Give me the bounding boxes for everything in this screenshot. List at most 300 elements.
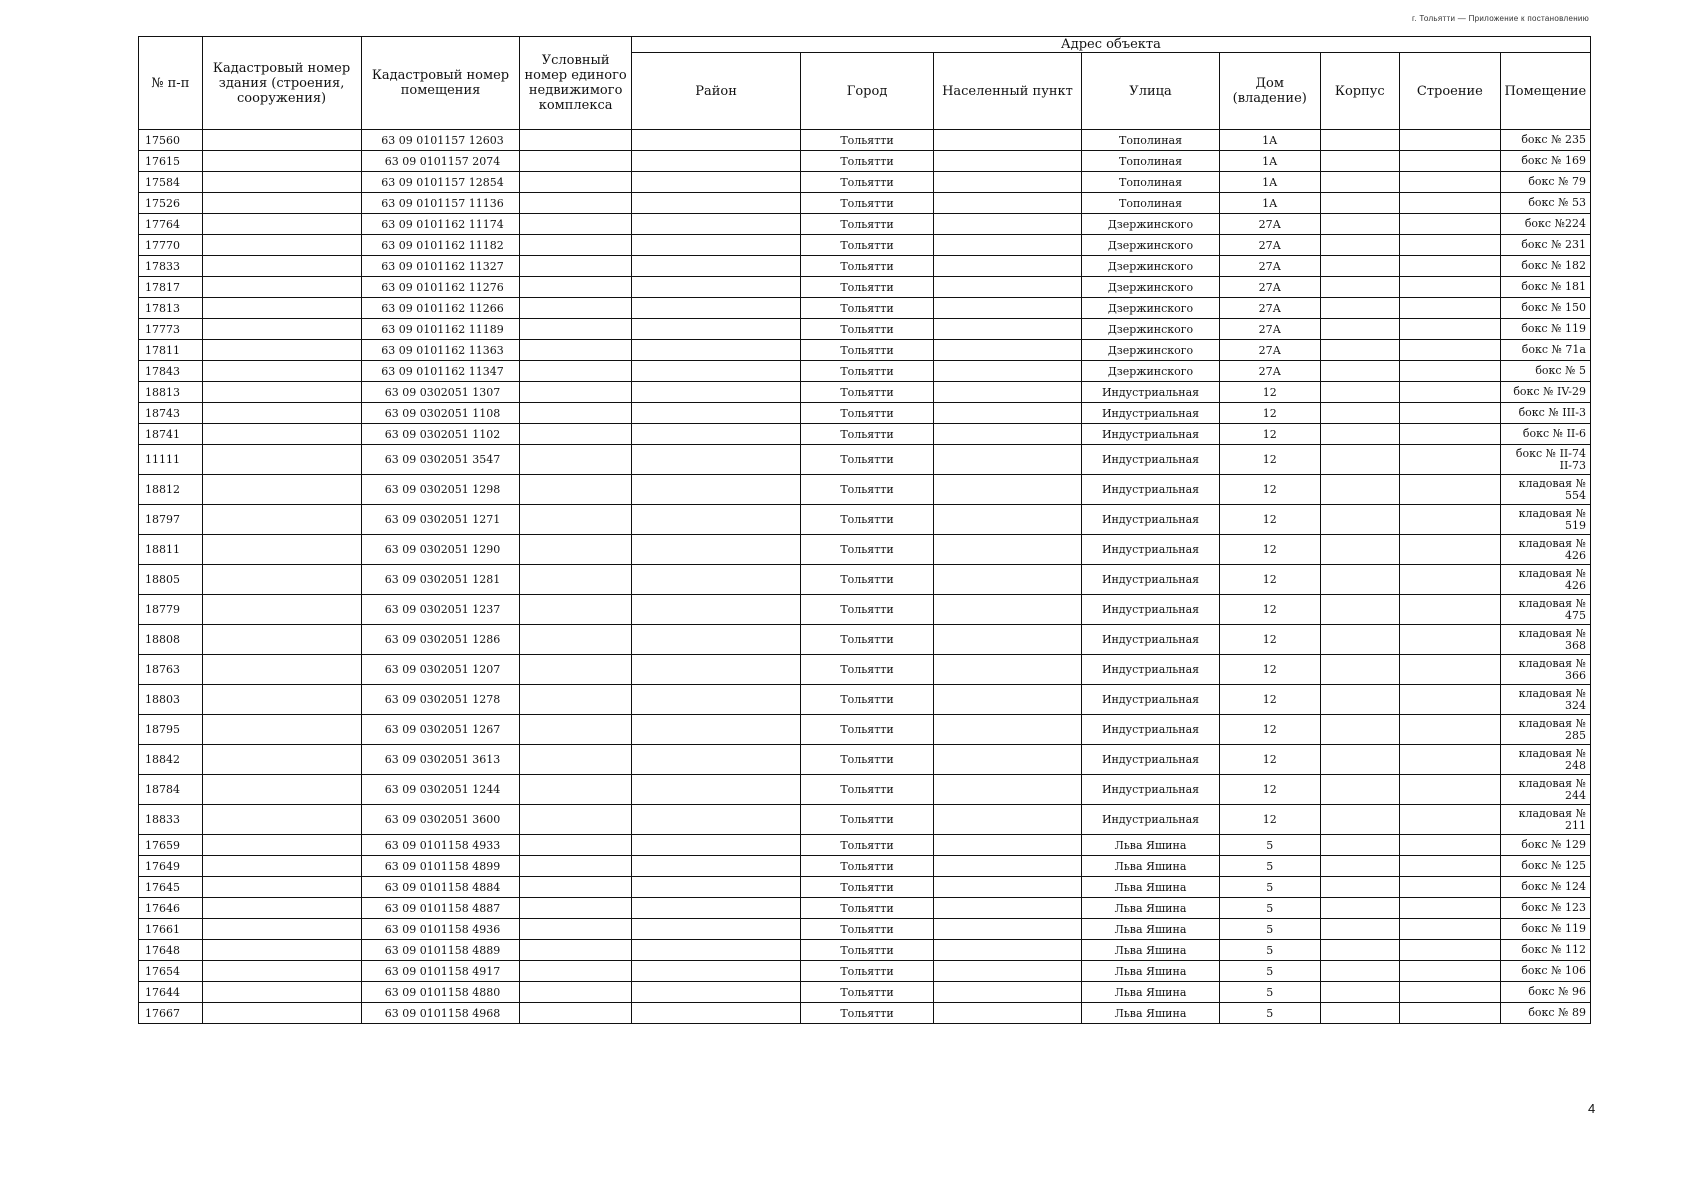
cell-korpus — [1320, 898, 1399, 919]
cell-complex — [520, 535, 631, 565]
cell-no: 17833 — [139, 256, 203, 277]
cell-building-cad — [202, 256, 361, 277]
cell-room-cad: 63 09 0302051 1278 — [361, 685, 520, 715]
cell-house: 5 — [1219, 982, 1320, 1003]
cell-korpus — [1320, 745, 1399, 775]
cell-settlement — [933, 505, 1081, 535]
cell-city: Тольятти — [801, 151, 933, 172]
cell-street: Индустриальная — [1082, 382, 1220, 403]
cell-korpus — [1320, 193, 1399, 214]
cell-room-cad: 63 09 0302051 1307 — [361, 382, 520, 403]
cell-no: 17773 — [139, 319, 203, 340]
cell-no: 17646 — [139, 898, 203, 919]
cell-room-cad: 63 09 0302051 1108 — [361, 403, 520, 424]
cell-house: 5 — [1219, 856, 1320, 877]
cell-city: Тольятти — [801, 214, 933, 235]
cell-room-cad: 63 09 0302051 1244 — [361, 775, 520, 805]
cell-district — [631, 961, 801, 982]
cell-building-cad — [202, 319, 361, 340]
cell-house: 5 — [1219, 835, 1320, 856]
cell-city: Тольятти — [801, 361, 933, 382]
table-row — [139, 775, 1591, 805]
cell-room: бокс № 150 — [1500, 298, 1590, 319]
cell-room-cad: 63 09 0101158 4880 — [361, 982, 520, 1003]
cell-settlement — [933, 595, 1081, 625]
cell-no: 18763 — [139, 655, 203, 685]
cell-room-cad: 63 09 0302051 1298 — [361, 475, 520, 505]
cell-house: 12 — [1219, 595, 1320, 625]
cell-room-cad: 63 09 0302051 1286 — [361, 625, 520, 655]
cell-room-cad: 63 09 0101162 11189 — [361, 319, 520, 340]
cell-street: Дзержинского — [1082, 340, 1220, 361]
cell-building-cad — [202, 403, 361, 424]
cell-street: Льва Яшина — [1082, 982, 1220, 1003]
cell-no: 18813 — [139, 382, 203, 403]
cell-city: Тольятти — [801, 403, 933, 424]
cell-house: 27А — [1219, 214, 1320, 235]
cell-complex — [520, 898, 631, 919]
cell-building — [1400, 982, 1501, 1003]
cell-room: бокс № 106 — [1500, 961, 1590, 982]
cell-korpus — [1320, 877, 1399, 898]
cell-district — [631, 919, 801, 940]
cell-building-cad — [202, 340, 361, 361]
cell-settlement — [933, 535, 1081, 565]
cell-house: 12 — [1219, 424, 1320, 445]
cell-room: бокс № 182 — [1500, 256, 1590, 277]
cell-house: 12 — [1219, 715, 1320, 745]
cell-district — [631, 193, 801, 214]
cell-city: Тольятти — [801, 1003, 933, 1024]
cell-room: бокс № 119 — [1500, 919, 1590, 940]
cell-room: бокс № 5 — [1500, 361, 1590, 382]
cell-settlement — [933, 382, 1081, 403]
cell-complex — [520, 655, 631, 685]
cell-building-cad — [202, 775, 361, 805]
cell-room-cad: 63 09 0101158 4899 — [361, 856, 520, 877]
cell-house: 12 — [1219, 505, 1320, 535]
cell-building — [1400, 382, 1501, 403]
cell-building-cad — [202, 151, 361, 172]
cell-korpus — [1320, 424, 1399, 445]
cell-settlement — [933, 403, 1081, 424]
cell-building-cad — [202, 130, 361, 151]
cell-district — [631, 655, 801, 685]
cell-korpus — [1320, 319, 1399, 340]
table-row — [139, 256, 1591, 277]
col-header-building-cad: Кадастровый номер здания (строения, сооружения) — [202, 37, 361, 130]
table-row — [139, 877, 1591, 898]
cell-city: Тольятти — [801, 775, 933, 805]
cell-building-cad — [202, 856, 361, 877]
cell-no: 18811 — [139, 535, 203, 565]
cell-house: 27А — [1219, 340, 1320, 361]
cell-building — [1400, 298, 1501, 319]
cell-building-cad — [202, 625, 361, 655]
cell-korpus — [1320, 214, 1399, 235]
cell-city: Тольятти — [801, 877, 933, 898]
cell-room-cad: 63 09 0101157 2074 — [361, 151, 520, 172]
table-row — [139, 172, 1591, 193]
cell-building-cad — [202, 193, 361, 214]
cell-room: кладовая № 519 — [1500, 505, 1590, 535]
cell-street: Индустриальная — [1082, 745, 1220, 775]
cell-no: 17615 — [139, 151, 203, 172]
cell-room: бокс № 53 — [1500, 193, 1590, 214]
cell-korpus — [1320, 982, 1399, 1003]
cell-no: 18741 — [139, 424, 203, 445]
cell-room-cad: 63 09 0302051 1290 — [361, 535, 520, 565]
cell-room: кладовая № 366 — [1500, 655, 1590, 685]
cell-room: бокс № 119 — [1500, 319, 1590, 340]
cell-korpus — [1320, 130, 1399, 151]
cell-building — [1400, 898, 1501, 919]
cell-room: бокс № 235 — [1500, 130, 1590, 151]
table-row — [139, 940, 1591, 961]
cell-complex — [520, 130, 631, 151]
table-row — [139, 625, 1591, 655]
cell-complex — [520, 775, 631, 805]
cell-room: бокс № 112 — [1500, 940, 1590, 961]
cell-district — [631, 382, 801, 403]
cell-room-cad: 63 09 0101162 11266 — [361, 298, 520, 319]
cell-settlement — [933, 655, 1081, 685]
table-row — [139, 277, 1591, 298]
cell-building-cad — [202, 1003, 361, 1024]
cell-street: Тополиная — [1082, 193, 1220, 214]
cell-building-cad — [202, 277, 361, 298]
cell-settlement — [933, 775, 1081, 805]
cell-house: 5 — [1219, 919, 1320, 940]
col-header-settlement: Населенный пункт — [933, 53, 1081, 130]
cell-room: бокс № III-3 — [1500, 403, 1590, 424]
cell-complex — [520, 298, 631, 319]
cell-building-cad — [202, 835, 361, 856]
col-header-street: Улица — [1082, 53, 1220, 130]
col-header-house: Дом (владение) — [1219, 53, 1320, 130]
cell-settlement — [933, 130, 1081, 151]
cell-district — [631, 277, 801, 298]
cell-city: Тольятти — [801, 235, 933, 256]
cell-room-cad: 63 09 0101157 11136 — [361, 193, 520, 214]
cell-room-cad: 63 09 0302051 3547 — [361, 445, 520, 475]
cell-building-cad — [202, 172, 361, 193]
cell-district — [631, 775, 801, 805]
cell-room-cad: 63 09 0101162 11182 — [361, 235, 520, 256]
cell-district — [631, 235, 801, 256]
col-header-no: № п-п — [139, 37, 203, 130]
cell-room: кладовая № 554 — [1500, 475, 1590, 505]
table-row — [139, 403, 1591, 424]
cell-street: Тополиная — [1082, 151, 1220, 172]
cell-building-cad — [202, 298, 361, 319]
cell-house: 12 — [1219, 475, 1320, 505]
cell-house: 12 — [1219, 745, 1320, 775]
cell-city: Тольятти — [801, 382, 933, 403]
table-row — [139, 685, 1591, 715]
cell-settlement — [933, 835, 1081, 856]
cell-complex — [520, 1003, 631, 1024]
cell-complex — [520, 277, 631, 298]
cell-district — [631, 745, 801, 775]
cell-room: кладовая № 324 — [1500, 685, 1590, 715]
table-row — [139, 193, 1591, 214]
cell-complex — [520, 424, 631, 445]
cell-house: 5 — [1219, 940, 1320, 961]
cell-room: кладовая № 475 — [1500, 595, 1590, 625]
cell-settlement — [933, 235, 1081, 256]
cell-house: 5 — [1219, 877, 1320, 898]
cell-city: Тольятти — [801, 715, 933, 745]
cell-street: Дзержинского — [1082, 319, 1220, 340]
cell-settlement — [933, 877, 1081, 898]
cell-building-cad — [202, 805, 361, 835]
cell-city: Тольятти — [801, 445, 933, 475]
cell-korpus — [1320, 298, 1399, 319]
cell-complex — [520, 235, 631, 256]
table-row — [139, 505, 1591, 535]
cell-district — [631, 877, 801, 898]
cell-building — [1400, 277, 1501, 298]
cell-building — [1400, 235, 1501, 256]
col-header-complex: Условный номер единого недвижимого комплекса — [520, 37, 631, 130]
cell-korpus — [1320, 940, 1399, 961]
cell-building — [1400, 1003, 1501, 1024]
cell-district — [631, 340, 801, 361]
cell-complex — [520, 361, 631, 382]
table-row — [139, 382, 1591, 403]
cell-street: Льва Яшина — [1082, 898, 1220, 919]
cell-building — [1400, 775, 1501, 805]
cell-street: Льва Яшина — [1082, 1003, 1220, 1024]
cell-room: бокс № II-74 II-73 — [1500, 445, 1590, 475]
cell-room: бокс № 89 — [1500, 1003, 1590, 1024]
cell-house: 12 — [1219, 445, 1320, 475]
cell-house: 12 — [1219, 535, 1320, 565]
cell-complex — [520, 982, 631, 1003]
cell-settlement — [933, 745, 1081, 775]
cell-korpus — [1320, 475, 1399, 505]
table-row — [139, 151, 1591, 172]
table-row — [139, 319, 1591, 340]
cell-no: 18842 — [139, 745, 203, 775]
cell-house: 1А — [1219, 130, 1320, 151]
cell-building-cad — [202, 877, 361, 898]
cell-district — [631, 625, 801, 655]
cell-district — [631, 319, 801, 340]
cell-korpus — [1320, 256, 1399, 277]
cell-room-cad: 63 09 0101158 4968 — [361, 1003, 520, 1024]
col-header-address: Адрес объекта — [631, 37, 1590, 53]
cell-settlement — [933, 919, 1081, 940]
cell-house: 1А — [1219, 172, 1320, 193]
cell-korpus — [1320, 565, 1399, 595]
cell-building-cad — [202, 655, 361, 685]
table-row — [139, 715, 1591, 745]
cell-building — [1400, 424, 1501, 445]
cell-house: 12 — [1219, 685, 1320, 715]
cell-complex — [520, 805, 631, 835]
cell-no: 17843 — [139, 361, 203, 382]
cell-room-cad: 63 09 0302051 3613 — [361, 745, 520, 775]
cell-district — [631, 256, 801, 277]
cell-room-cad: 63 09 0302051 3600 — [361, 805, 520, 835]
cell-building — [1400, 361, 1501, 382]
col-header-room: Помещение — [1500, 53, 1590, 130]
cell-house: 5 — [1219, 1003, 1320, 1024]
cell-building — [1400, 319, 1501, 340]
cell-settlement — [933, 625, 1081, 655]
table-header — [139, 37, 1591, 130]
table-row — [139, 565, 1591, 595]
cell-korpus — [1320, 685, 1399, 715]
cell-district — [631, 715, 801, 745]
cell-settlement — [933, 898, 1081, 919]
cell-room-cad: 63 09 0302051 1271 — [361, 505, 520, 535]
cell-korpus — [1320, 835, 1399, 856]
cell-building — [1400, 655, 1501, 685]
cell-korpus — [1320, 235, 1399, 256]
cell-street: Индустриальная — [1082, 715, 1220, 745]
cell-district — [631, 805, 801, 835]
cell-street: Индустриальная — [1082, 535, 1220, 565]
table-row — [139, 445, 1591, 475]
cell-room: бокс № 231 — [1500, 235, 1590, 256]
cell-city: Тольятти — [801, 745, 933, 775]
cell-korpus — [1320, 856, 1399, 877]
cell-building — [1400, 835, 1501, 856]
cell-city: Тольятти — [801, 319, 933, 340]
cell-room-cad: 63 09 0101162 11327 — [361, 256, 520, 277]
cell-no: 17644 — [139, 982, 203, 1003]
cell-settlement — [933, 172, 1081, 193]
cell-complex — [520, 877, 631, 898]
cell-building — [1400, 403, 1501, 424]
cell-settlement — [933, 214, 1081, 235]
cell-street: Дзержинского — [1082, 256, 1220, 277]
cell-street: Дзержинского — [1082, 277, 1220, 298]
cell-district — [631, 565, 801, 595]
cell-district — [631, 835, 801, 856]
cell-house: 1А — [1219, 193, 1320, 214]
cell-building — [1400, 172, 1501, 193]
cell-street: Индустриальная — [1082, 424, 1220, 445]
cell-building — [1400, 715, 1501, 745]
cell-complex — [520, 565, 631, 595]
cell-city: Тольятти — [801, 256, 933, 277]
cell-settlement — [933, 565, 1081, 595]
cell-korpus — [1320, 625, 1399, 655]
cell-street: Льва Яшина — [1082, 877, 1220, 898]
cell-no: 17649 — [139, 856, 203, 877]
cell-city: Тольятти — [801, 193, 933, 214]
register-sheet — [138, 36, 1591, 1024]
cell-room-cad: 63 09 0101158 4884 — [361, 877, 520, 898]
cell-building-cad — [202, 214, 361, 235]
cell-no: 17770 — [139, 235, 203, 256]
cell-complex — [520, 835, 631, 856]
cell-building-cad — [202, 382, 361, 403]
cell-complex — [520, 214, 631, 235]
cell-korpus — [1320, 172, 1399, 193]
cell-street: Льва Яшина — [1082, 856, 1220, 877]
cell-no: 17526 — [139, 193, 203, 214]
cell-room: бокс № II-6 — [1500, 424, 1590, 445]
cell-room: бокс № 129 — [1500, 835, 1590, 856]
table-row — [139, 745, 1591, 775]
cell-room-cad: 63 09 0101158 4917 — [361, 961, 520, 982]
cell-room: кладовая № 244 — [1500, 775, 1590, 805]
cell-building-cad — [202, 565, 361, 595]
cell-house: 12 — [1219, 655, 1320, 685]
property-table — [138, 36, 1591, 1024]
cell-room-cad: 63 09 0101158 4889 — [361, 940, 520, 961]
cell-room: кладовая № 211 — [1500, 805, 1590, 835]
cell-settlement — [933, 856, 1081, 877]
cell-district — [631, 856, 801, 877]
cell-street: Индустриальная — [1082, 403, 1220, 424]
cell-room-cad: 63 09 0302051 1207 — [361, 655, 520, 685]
cell-building — [1400, 745, 1501, 775]
col-header-korpus: Корпус — [1320, 53, 1399, 130]
table-row — [139, 340, 1591, 361]
cell-room: кладовая № 368 — [1500, 625, 1590, 655]
cell-complex — [520, 193, 631, 214]
table-row — [139, 235, 1591, 256]
cell-complex — [520, 856, 631, 877]
cell-house: 12 — [1219, 805, 1320, 835]
cell-building-cad — [202, 898, 361, 919]
cell-street: Льва Яшина — [1082, 940, 1220, 961]
cell-complex — [520, 595, 631, 625]
cell-building — [1400, 919, 1501, 940]
cell-district — [631, 898, 801, 919]
cell-building — [1400, 940, 1501, 961]
table-row — [139, 898, 1591, 919]
cell-korpus — [1320, 382, 1399, 403]
cell-house: 1А — [1219, 151, 1320, 172]
cell-building-cad — [202, 715, 361, 745]
cell-complex — [520, 403, 631, 424]
table-row — [139, 919, 1591, 940]
cell-building — [1400, 565, 1501, 595]
cell-complex — [520, 685, 631, 715]
cell-building — [1400, 130, 1501, 151]
cell-building-cad — [202, 595, 361, 625]
table-row — [139, 1003, 1591, 1024]
cell-house: 5 — [1219, 898, 1320, 919]
cell-house: 27А — [1219, 277, 1320, 298]
cell-district — [631, 982, 801, 1003]
cell-settlement — [933, 805, 1081, 835]
cell-korpus — [1320, 151, 1399, 172]
col-header-room-cad: Кадастровый номер помещения — [361, 37, 520, 130]
cell-street: Дзержинского — [1082, 361, 1220, 382]
cell-city: Тольятти — [801, 898, 933, 919]
cell-house: 27А — [1219, 319, 1320, 340]
cell-settlement — [933, 1003, 1081, 1024]
cell-room: кладовая № 426 — [1500, 535, 1590, 565]
cell-building-cad — [202, 445, 361, 475]
cell-complex — [520, 151, 631, 172]
cell-korpus — [1320, 919, 1399, 940]
cell-building — [1400, 535, 1501, 565]
cell-district — [631, 424, 801, 445]
cell-district — [631, 595, 801, 625]
cell-settlement — [933, 361, 1081, 382]
table-body — [139, 130, 1591, 1024]
cell-house: 27А — [1219, 235, 1320, 256]
